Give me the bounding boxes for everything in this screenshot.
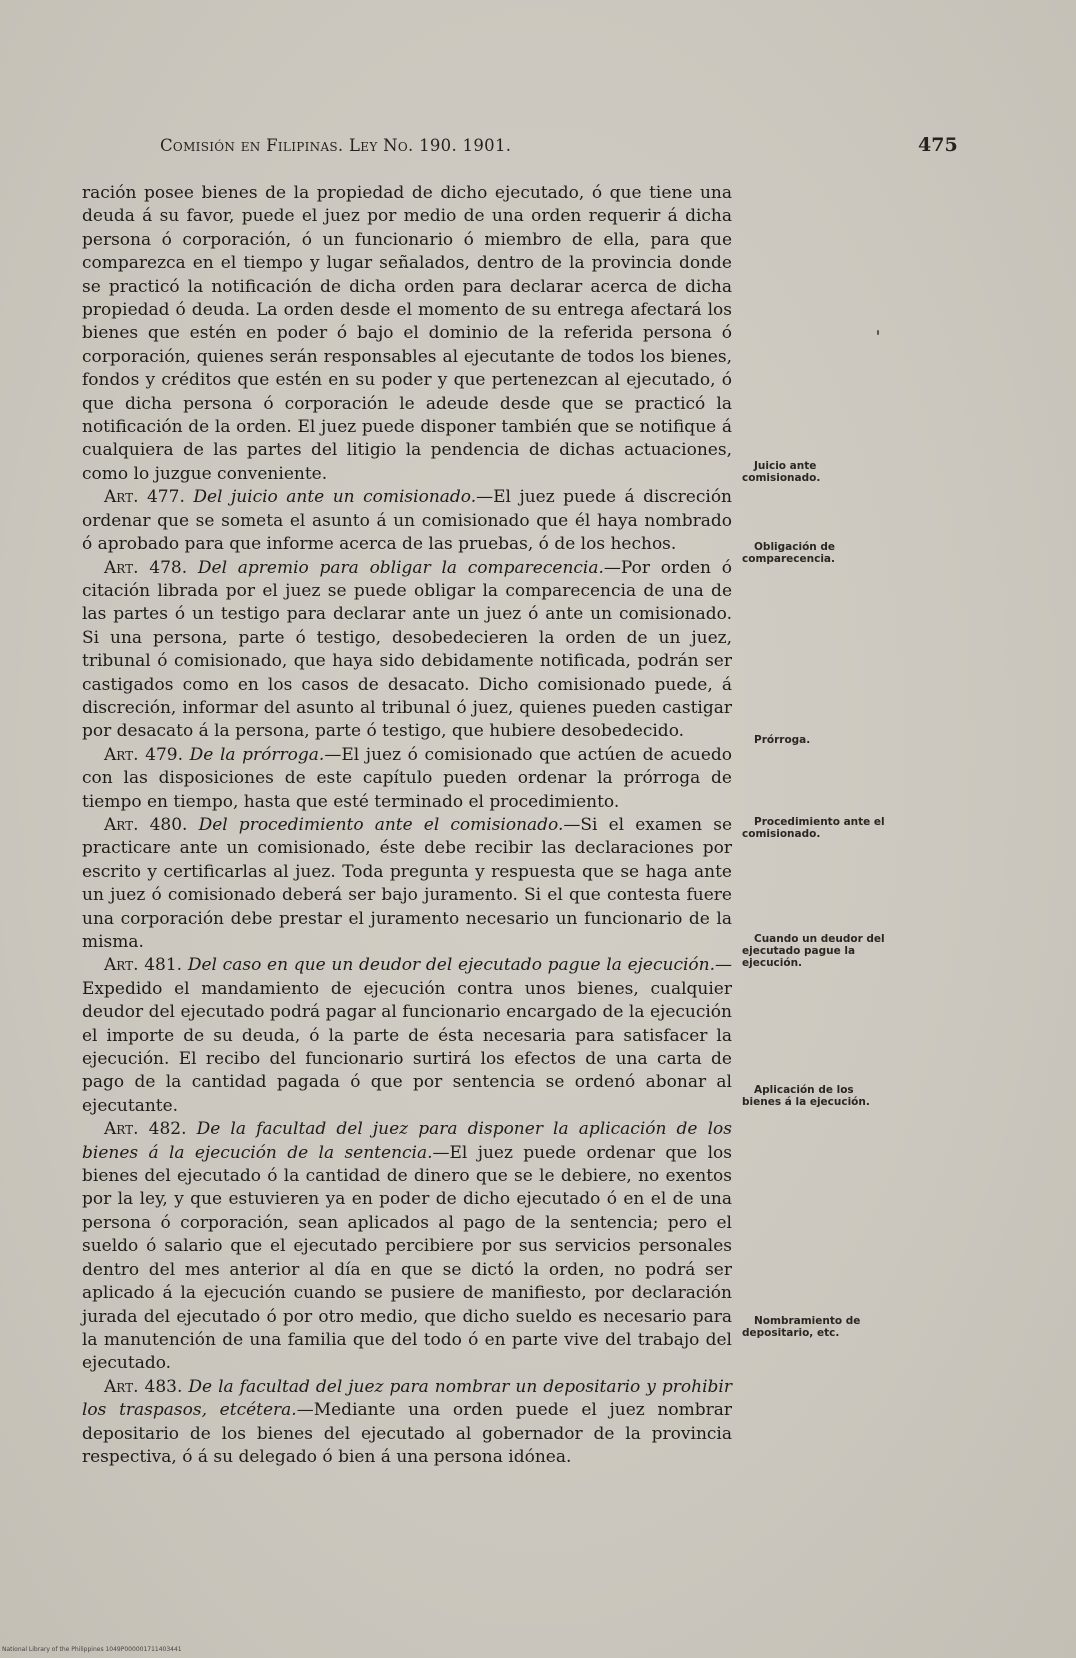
article-480 [82,814,732,954]
article-number: Art. 478. [104,557,188,578]
marginal-note-juicio: Juicio ante comisionado. [742,460,821,484]
article-title: Del apremio para obligar la comparecencia. [197,557,604,578]
article-text: —Por orden ó citación librada por el juez se puede obligar la comparecencia de una de las partes ó un testigo para declarar ante un juez ó ante un comisionado. Si una persona, parte ó testigo, desobedecieren la orden de un juez, tribunal ó comisionado, que haya sido debidamente notificada, podrán ser castigados como en los casos de desacato. Dicho comisionado puede, á discreción, informar del asunto al tribunal ó juez, quienes pueden castigar por desacato á la persona, parte ó testigo, que hubiere desobedecido. [82,557,733,742]
paragraph-text: ración posee bienes de la propiedad de dicho ejecutado, ó que tiene una deuda á su favor, puede el juez por medio de una orden requerir á dicha persona ó corporación, ó un funcionario ó miembro de ella, para que comparezca en el tiempo y lugar señalados, dentro de la provincia donde se practicó la notificación de dicha orden para declarar acerca de dicha propiedad ó deuda. La orden desde el momento de su entrega afectará los bienes que estén en poder ó bajo el dominio de la referida persona ó corporación, quienes serán responsables al ejecutante de todos los bienes, fondos y créditos que estén en su poder y que pertenezcan al ejecutado, ó que dicha persona ó corporación le adeude desde que se practicó la notificación de la orden. El juez puede disponer también que se notifique á cualquiera de las partes del litigio la pendencia de dichas actuaciones, como lo juzgue conveniente. [82,183,732,484]
article-text: —Mediante una orden puede el juez nombrar depositario de los bienes del ejecutado al gobernador de la provincia respectiva, ó á su delegado ó bien á una persona idónea. [82,1400,732,1467]
article-483 [82,1376,732,1470]
paragraph-continued [82,182,732,486]
article-number: Art. 482. [104,1119,187,1140]
article-title: De la facultad del juez para disponer la aplicación de los bienes á la ejecución de la sentencia. [82,1119,733,1163]
scan-speck [877,330,879,335]
article-477 [82,486,732,556]
article-482 [82,1118,732,1375]
article-text: —El juez puede á discreción ordenar que se someta el asunto á un comisionado que él haya nombrado ó aprobado para que informe acerca de las pruebas, ó de los hechos. [82,487,732,555]
article-text: —Expedido el mandamiento de ejecución contra unos bienes, cualquier deudor del ejecutado podrá pagar al funcionario encargado de la ejecución el importe de su deuda, ó la parte de ésta necesaria para satisfacer la ejecución. El recibo del funcionario surtirá los efectos de una carta de pago de la cantidad pagada ó que por sentencia se ordenó abonar al ejecutante. [82,955,732,1116]
marginal-note-nombramiento: Nombramiento de depositario, etc. [742,1315,861,1339]
marginal-note-aplicacion: Aplicación de los bienes á la ejecución. [742,1084,870,1108]
body-text [82,182,732,1469]
article-number: Art. 479. [104,744,183,765]
article-title: Del procedimiento ante el comisionado. [198,814,564,835]
article-number: Art. 481. [104,955,183,976]
article-481 [82,954,732,1118]
article-479 [82,744,732,814]
marginal-note-deudor: Cuando un deudor del ejecutado pague la ejecución. [742,933,885,969]
article-number: Art. 483. [104,1376,183,1397]
article-478 [82,557,732,744]
page-number: 475 [918,134,958,156]
article-title: Del juicio ante un comisionado. [193,487,477,508]
article-text: —Si el examen se practicare ante un comisionado, éste debe recibir las declaraciones por escrito y certificarlas al juez. Toda pregunta y respuesta que se haga ante un juez ó comisionado deberá ser bajo juramento. Si el que contesta fuere una corporación debe prestar el juramento necesario un funcionario de la misma. [82,814,732,952]
marginal-note-procedimiento: Procedimiento ante el comisionado. [742,816,885,840]
marginal-note-obligacion: Obligación de comparecencia. [742,541,836,565]
article-number: Art. 480. [104,814,188,835]
article-title: Del caso en que un deudor del ejecutado pague la ejecución. [187,955,715,976]
scan-credit: National Library of the Philippines 1049P000001711403441 [2,1646,182,1653]
running-header: Comisión en Filipinas. Ley No. 190. 1901. [160,136,512,155]
marginal-note-prorroga: Prórroga. [754,734,811,746]
article-text: —El juez puede ordenar que los bienes del ejecutado ó la cantidad de dinero que se le debiere, no exentos por la ley, y que estuvieren ya en poder de dicho ejecutado ó en el de una persona ó corporación, sean aplicados al pago de la sentencia; pero el sueldo ó salario que el ejecutado percibiere por sus servicios personales dentro del mes anterior al día en que se dictó la orden, no podrá ser aplicado á la ejecución cuando se pusiere de manifiesto, por declaración jurada del ejecutado ó por otro medio, que dicho sueldo es necesario para la manutención de una familia que del todo ó en parte vive del trabajo del ejecutado. [82,1142,732,1374]
article-number: Art. 477. [104,487,185,508]
article-text: —El juez ó comisionado que actúen de acuedo con las disposiciones de este capítulo pueden ordenar la prórroga de tiempo en tiempo, hasta que esté terminado el procedimiento. [82,744,733,812]
article-title: De la facultad del juez para nombrar un depositario y prohibir los traspasos, etcétera. [82,1376,732,1421]
article-title: De la prórroga. [189,744,325,765]
